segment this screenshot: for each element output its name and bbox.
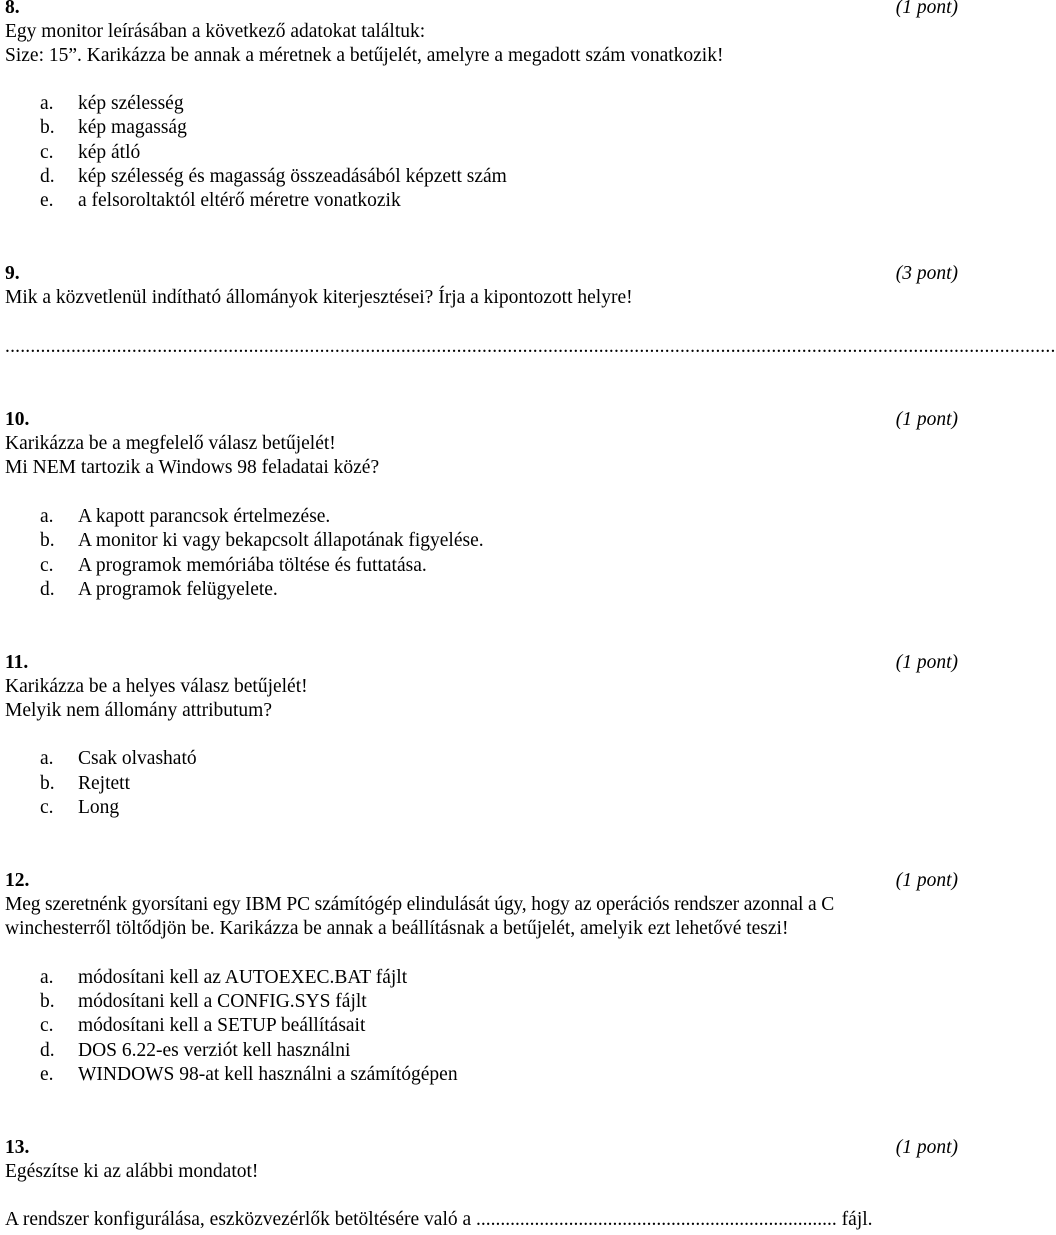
- q8-option-text: kép átló: [78, 142, 141, 163]
- q10-option-b[interactable]: [40, 529, 484, 553]
- q11-option-a[interactable]: [40, 747, 197, 771]
- q11-points: (1 pont): [895, 652, 958, 673]
- q12-option-text: módosítani kell a CONFIG.SYS fájlt: [78, 991, 367, 1012]
- q13-sentence-end: fájl.: [836, 1209, 873, 1230]
- q11-option-text: Long: [78, 797, 120, 818]
- q11-option-text: Rejtett: [78, 773, 130, 794]
- q13-sentence-start: A rendszer konfigurálása, eszközvezérlők betöltésére való a: [5, 1209, 472, 1230]
- q12-option-text: WINDOWS 98-at kell használni a számítógépen: [78, 1064, 458, 1085]
- q8-option-b[interactable]: [40, 116, 187, 140]
- q10-option-letter[interactable]: c.: [40, 555, 54, 576]
- q8-option-text: kép szélesség: [78, 93, 184, 114]
- q13-answer-blank[interactable]: ..........................................................................: [471, 1209, 837, 1230]
- q11-number: 11.: [5, 652, 29, 673]
- q11-option-letter[interactable]: b.: [40, 773, 55, 794]
- q10-option-text: A monitor ki vagy bekapcsolt állapotának figyelése.: [78, 530, 484, 551]
- q12-option-letter[interactable]: d.: [40, 1040, 55, 1061]
- q10-option-d[interactable]: [40, 578, 278, 602]
- q8-option-letter[interactable]: b.: [40, 117, 55, 138]
- q8-intro-line-1: Egy monitor leírásában a következő adatokat találtuk:: [5, 21, 426, 42]
- q11-option-text: Csak olvasható: [78, 748, 197, 769]
- q10-number: 10.: [5, 409, 30, 430]
- q10-option-text: A programok felügyelete.: [78, 579, 278, 600]
- q12-question-line-1: Meg szeretnénk gyorsítani egy IBM PC számítógép elindulását úgy, hogy az operációs rendszer azonnal a C: [5, 894, 835, 915]
- q12-option-letter[interactable]: c.: [40, 1015, 54, 1036]
- q12-option-letter[interactable]: b.: [40, 991, 55, 1012]
- q13-points: (1 pont): [895, 1137, 958, 1158]
- q8-number: 8.: [5, 0, 20, 18]
- q8-option-text: kép magasság: [78, 117, 187, 138]
- q13-number: 13.: [5, 1137, 30, 1158]
- q11-instruction: Karikázza be a helyes válasz betűjelét!: [5, 676, 308, 697]
- q10-instruction: Karikázza be a megfelelő válasz betűjelét!: [5, 433, 336, 454]
- q8-option-text: kép szélesség és magasság összeadásából képzett szám: [78, 166, 507, 187]
- q12-option-c[interactable]: [40, 1014, 365, 1038]
- q10-option-letter[interactable]: d.: [40, 579, 55, 600]
- q12-option-letter[interactable]: a.: [40, 967, 54, 988]
- q10-option-text: A programok memóriába töltése és futtatása.: [78, 555, 427, 576]
- q12-option-e[interactable]: [40, 1063, 458, 1087]
- q8-points: (1 pont): [895, 0, 958, 18]
- q9-answer-blank[interactable]: ...............................................................................................................................................................................................................: [5, 336, 1056, 357]
- q12-option-a[interactable]: [40, 966, 407, 990]
- q10-points: (1 pont): [895, 409, 958, 430]
- q8-option-a[interactable]: [40, 92, 184, 116]
- q11-option-c[interactable]: [40, 796, 119, 820]
- q11-option-letter[interactable]: a.: [40, 748, 54, 769]
- q10-option-letter[interactable]: a.: [40, 506, 54, 527]
- q12-option-text: módosítani kell a SETUP beállításait: [78, 1015, 366, 1036]
- q12-option-text: módosítani kell az AUTOEXEC.BAT fájlt: [78, 967, 408, 988]
- q8-option-d[interactable]: [40, 165, 507, 189]
- q10-option-c[interactable]: [40, 554, 427, 578]
- q8-option-e[interactable]: [40, 189, 401, 213]
- q8-option-letter[interactable]: e.: [40, 190, 54, 211]
- q12-option-d[interactable]: [40, 1039, 350, 1063]
- q9-question: Mik a közvetlenül indítható állományok kiterjesztései? Írja a kipontozott helyre!: [5, 287, 633, 308]
- q12-number: 12.: [5, 870, 30, 891]
- q8-option-c[interactable]: [40, 141, 140, 165]
- q10-option-text: A kapott parancsok értelmezése.: [78, 506, 331, 527]
- q12-option-b[interactable]: [40, 990, 367, 1014]
- q8-option-text: a felsoroltaktól eltérő méretre vonatkozik: [78, 190, 401, 211]
- q13-instruction: Egészítse ki az alábbi mondatot!: [5, 1161, 259, 1182]
- q10-option-a[interactable]: [40, 505, 330, 529]
- q13-sentence: [5, 1208, 873, 1232]
- q9-points: (3 pont): [895, 263, 958, 284]
- q10-option-letter[interactable]: b.: [40, 530, 55, 551]
- q9-number: 9.: [5, 263, 20, 284]
- q11-question: Melyik nem állomány attributum?: [5, 700, 272, 721]
- q8-option-letter[interactable]: d.: [40, 166, 55, 187]
- q11-option-b[interactable]: [40, 772, 130, 796]
- q12-points: (1 pont): [895, 870, 958, 891]
- q8-option-letter[interactable]: a.: [40, 93, 54, 114]
- q12-option-letter[interactable]: e.: [40, 1064, 54, 1085]
- q8-intro-line-2: Size: 15”. Karikázza be annak a méretnek a betűjelét, amelyre a megadott szám vonatkozik!: [5, 45, 724, 66]
- q10-question: Mi NEM tartozik a Windows 98 feladatai közé?: [5, 457, 380, 478]
- q12-option-text: DOS 6.22-es verziót kell használni: [78, 1040, 351, 1061]
- q12-question-line-2: winchesterről töltődjön be. Karikázza be annak a beállításnak a betűjelét, amelyik ezt lehetővé teszi!: [5, 918, 789, 939]
- q11-option-letter[interactable]: c.: [40, 797, 54, 818]
- q8-option-letter[interactable]: c.: [40, 142, 54, 163]
